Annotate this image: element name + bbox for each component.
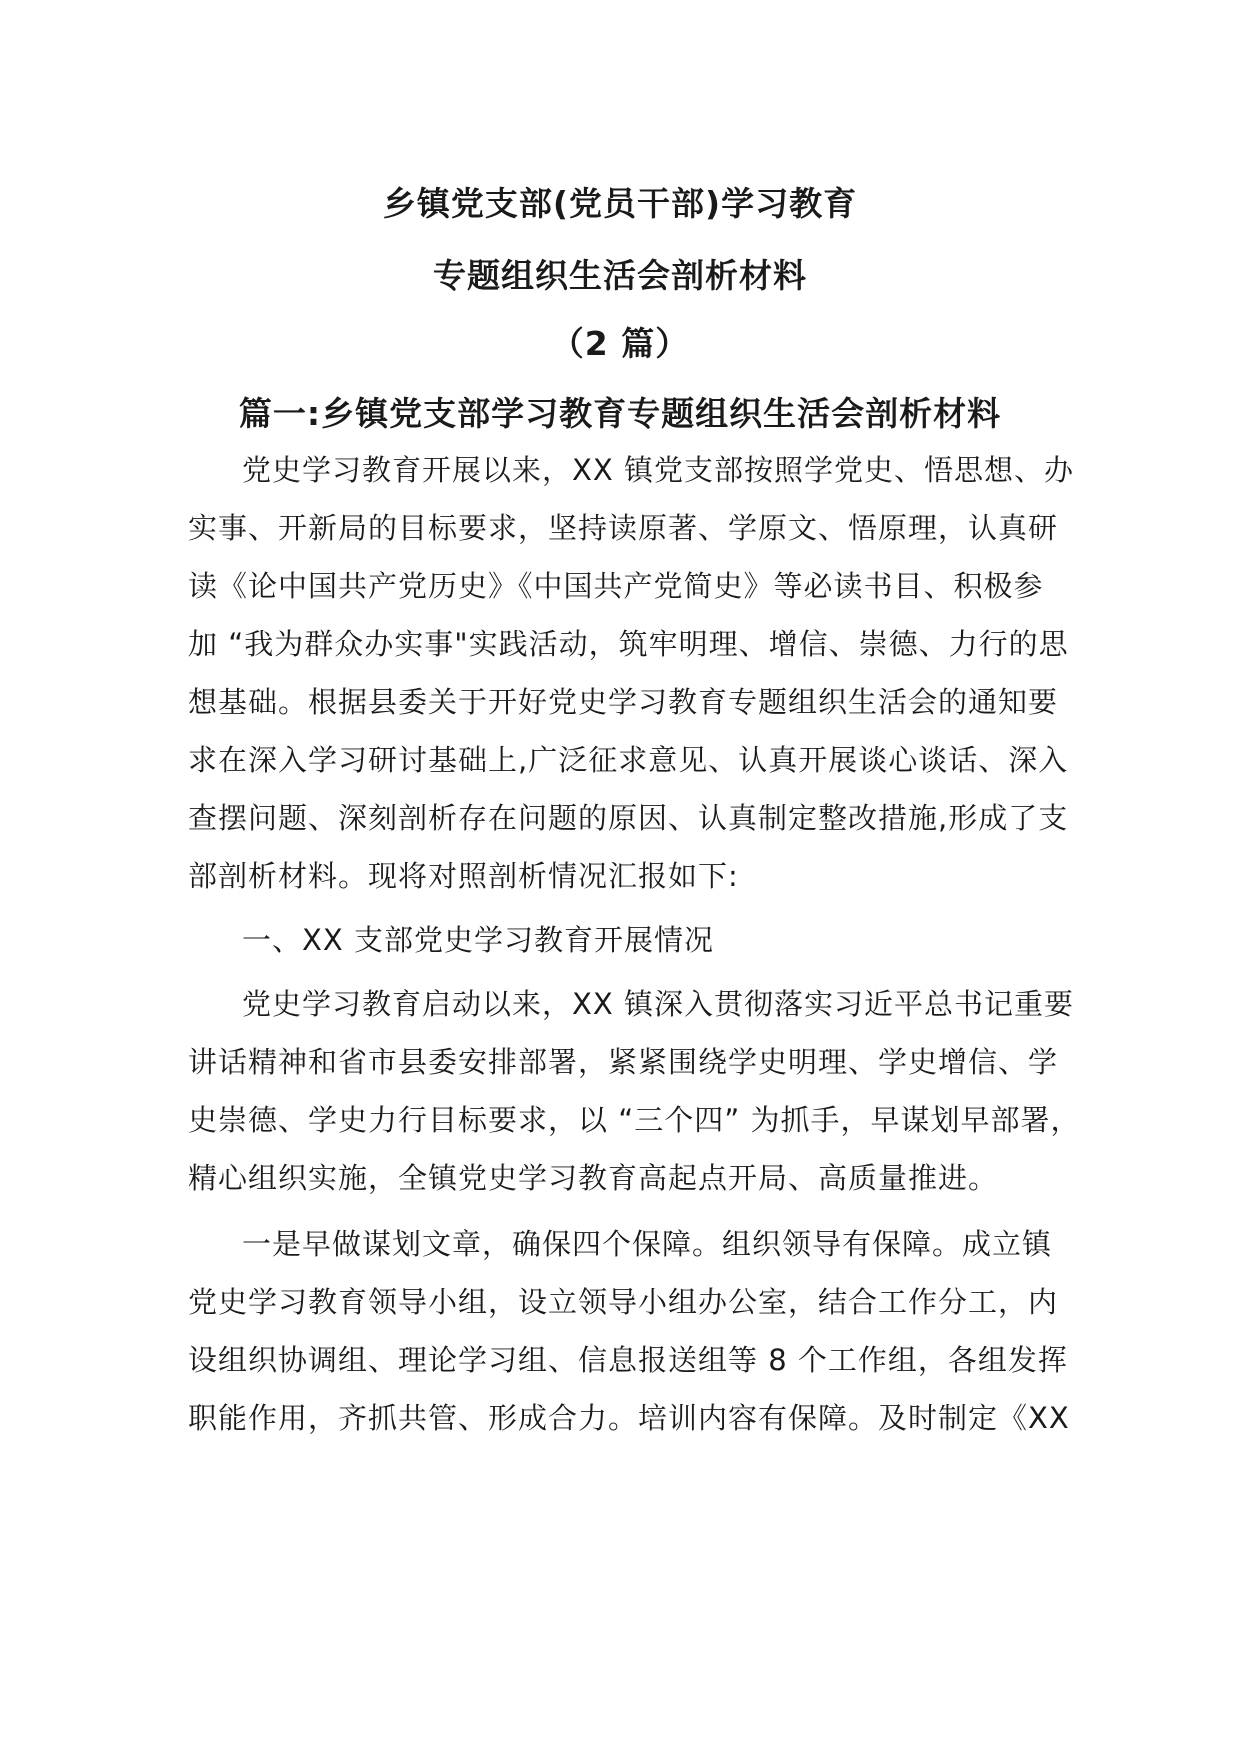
paragraph-line: 查摆问题、深刻剖析存在问题的原因、认真制定整改措施,形成了支: [188, 801, 1069, 835]
paragraph-line: 实事、开新局的目标要求，坚持读原著、学原文、悟原理，认真研: [188, 511, 1059, 545]
paragraph-line: 部剖析材料。现将对照剖析情况汇报如下:: [188, 859, 739, 893]
paragraph-line: 求在深入学习研讨基础上,广泛征求意见、认真开展谈心谈话、深入: [188, 743, 1069, 777]
document-title-count: （2 篇）: [550, 324, 690, 363]
paragraph-line: 史崇德、学史力行目标要求，以 “三个四” 为抓手，早谋划早部署，: [188, 1103, 1081, 1137]
section-heading: 一、XX 支部党史学习教育开展情况: [242, 923, 714, 957]
paragraph-line: 职能作用，齐抓共管、形成合力。培训内容有保障。及时制定《XX: [188, 1401, 1070, 1435]
paragraph-line: 党史学习教育启动以来，XX 镇深入贯彻落实习近平总书记重要: [242, 987, 1074, 1021]
article-heading: 篇一:乡镇党支部学习教育专题组织生活会剖析材料: [238, 394, 1002, 433]
document-title-line-1: 乡镇党支部(党员干部)学习教育: [382, 184, 858, 223]
paragraph-line: 读《论中国共产党历史》《中国共产党简史》等必读书目、积极参: [188, 569, 1044, 603]
paragraph-line: 讲话精神和省市县委安排部署，紧紧围绕学史明理、学史增信、学: [188, 1045, 1059, 1079]
paragraph-line: 一是早做谋划文章，确保四个保障。组织领导有保障。成立镇: [242, 1227, 1053, 1261]
document-title-line-2: 专题组织生活会剖析材料: [433, 256, 807, 295]
paragraph-line: 党史学习教育开展以来，XX 镇党支部按照学党史、悟思想、办: [242, 453, 1074, 487]
paragraph-line: 精心组织实施，全镇党史学习教育高起点开局、高质量推进。: [188, 1161, 999, 1195]
paragraph-line: 加 “我为群众办实事"实践活动，筑牢明理、增信、崇德、力行的思: [188, 627, 1069, 661]
paragraph-line: 党史学习教育领导小组，设立领导小组办公室，结合工作分工，内: [188, 1285, 1059, 1319]
paragraph-line: 想基础。根据县委关于开好党史学习教育专题组织生活会的通知要: [188, 685, 1059, 719]
paragraph-line: 设组织协调组、理论学习组、信息报送组等 8 个工作组，各组发挥: [188, 1343, 1068, 1377]
